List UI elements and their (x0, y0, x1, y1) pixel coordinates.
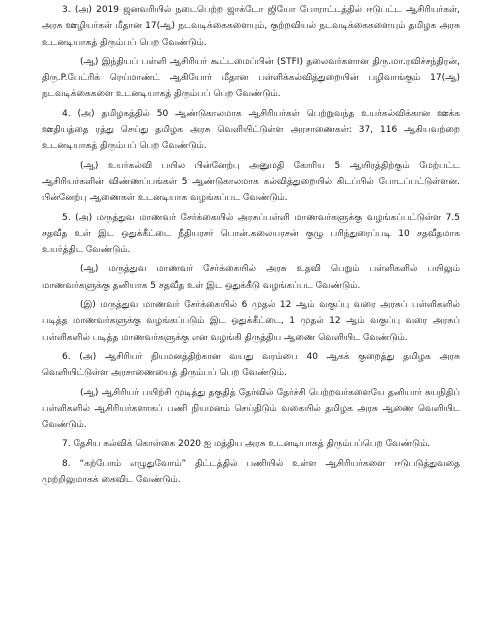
demand-3b: (ஆ) இந்தியப் பள்ளி ஆசிரியர் கூட்டமைப்பின் (STFI) தலைவர்களான திரு.மா.ரவிச்சந்திரன், திரு.P.பேட்ரிக் ரெய்மாண்ட் ஆகியோர் மீதான பள்ளிக்கல்வித்துறையின் பழிவாங்கும் 17(ஆ) நடவடிக்கைகளை உடனடியாகத் திரும்பப் பெற வேண்டும். (42, 56, 460, 100)
demand-5c: (இ) மருத்துவ மாணவர் சேர்க்கையில் 6 முதல் 12 ஆம் வகுப்பு வரை அரசுப் பள்ளிகளில் படித்த மாணவர்களுக்கு வழங்கப்படும் இட ஒதுக்கீட்டை, 1 முதல் 12 ஆம் வகுப்பு வரை அரசுப் பள்ளிகளில் படித்த மாணவர்களுக்கு என வழங்கி திருத்திய ஆணை வெளியிட வேண்டும். (42, 300, 460, 343)
demand-6b: (ஆ) ஆசிரியர் பயிற்சி முடித்து தகுதித் தேர்வில் தேர்ச்சி பெற்றவர்களையே தனியார் சுயநிதிப் பள்ளிகளில் ஆசிரியர்களாகப் பணி நியமனம் செய்திடும் வகையில் தமிழக அரசு ஆணை வெளியிட வேண்டும். (42, 387, 460, 431)
document-page (42, 2, 460, 491)
demand-5a: 5. (அ) மருத்துவ மாணவர் சேர்க்கையில் அரசுப்பள்ளி மாணவர்களுக்கு வழங்கப்பட்டுள்ள 7.5 சதவீத உள் இட ஒதுக்கீட்டை நீதியரசர் பொன்.கலையரசன் குழு பரிந்துரைப்படி 10 சதவீதமாக உயர்த்திட வேண்டும். (42, 212, 460, 256)
demand-8: 8. “கற்போம் எழுதுவோம்” திட்டத்தில் பணியில் உள்ள ஆசிரியர்களை ஈடுபடுத்துவதை முற்றிலுமாகக் கைவிட வேண்டும். (42, 458, 460, 486)
demand-5b: (ஆ) மருத்துவ மாணவர் சேர்க்கையில் அரசு உதவி பெறும் பள்ளிகளில் பயிலும் மாணவர்களுக்கு தனியாக 5 சதவீத உள் இட ஒதுக்கீடு வழங்கப்பட வேண்டும். (42, 264, 460, 291)
demand-4b: (ஆ) உயர்கல்வி பயில பின்னேற்பு அனுமதி கோரிய 5 ஆயிரத்திற்கும் மேற்பட்ட ஆசிரியர்களின் விண்ணப்பங்கள் 5 ஆண்டுகாலமாக கல்வித்துறையில் கிடப்பில் போடப்பட்டுள்ளன. பின்னேற்பு ஆணைகள் உடனடியாக வழங்கப்பட வேண்டும். (42, 160, 460, 204)
demand-3a: 3. (அ) 2019 ஜனவரியில் நடைபெற்ற ஜாக்டோ ஜியோ போராட்டத்தில் ஈடுபட்ட ஆசிரியர்கள், அரசு ஊழியர்கள் மீதான 17(ஆ) நடவடிக்கைகளையும், குற்றவியல் நடவடிக்கைகளையும் தமிழக அரசு உடனடியாகத் திரும்பப் பெற வேண்டும். (42, 5, 460, 48)
demand-6a: 6. (அ) ஆசிரியர் நியமனத்திற்கான வயது வரம்பை 40 ஆகக் குறைத்து தமிழக அரசு வெளியிட்டுள்ள அரசாணையைத் திரும்பப் பெற வேண்டும். (42, 351, 460, 379)
demand-7: 7. தேசிய கல்விக் கொள்கை 2020 ஐ மத்திய அரசு உடனடியாகத் திரும்பப்பெற வேண்டும். (62, 439, 431, 450)
demand-4a: 4. (அ) தமிழகத்தில் 50 ஆண்டுகாலமாக ஆசிரியர்கள் பெற்றுவந்த உயர்கல்விக்கான ஊக்க ஊதியத்தை ரத்து செய்து தமிழக அரசு வெளியிட்டுள்ள அரசாணைகள்: 37, 116 ஆகியவற்றை உடனடியாகத் திரும்பப் பெற வேண்டும். (42, 108, 460, 152)
